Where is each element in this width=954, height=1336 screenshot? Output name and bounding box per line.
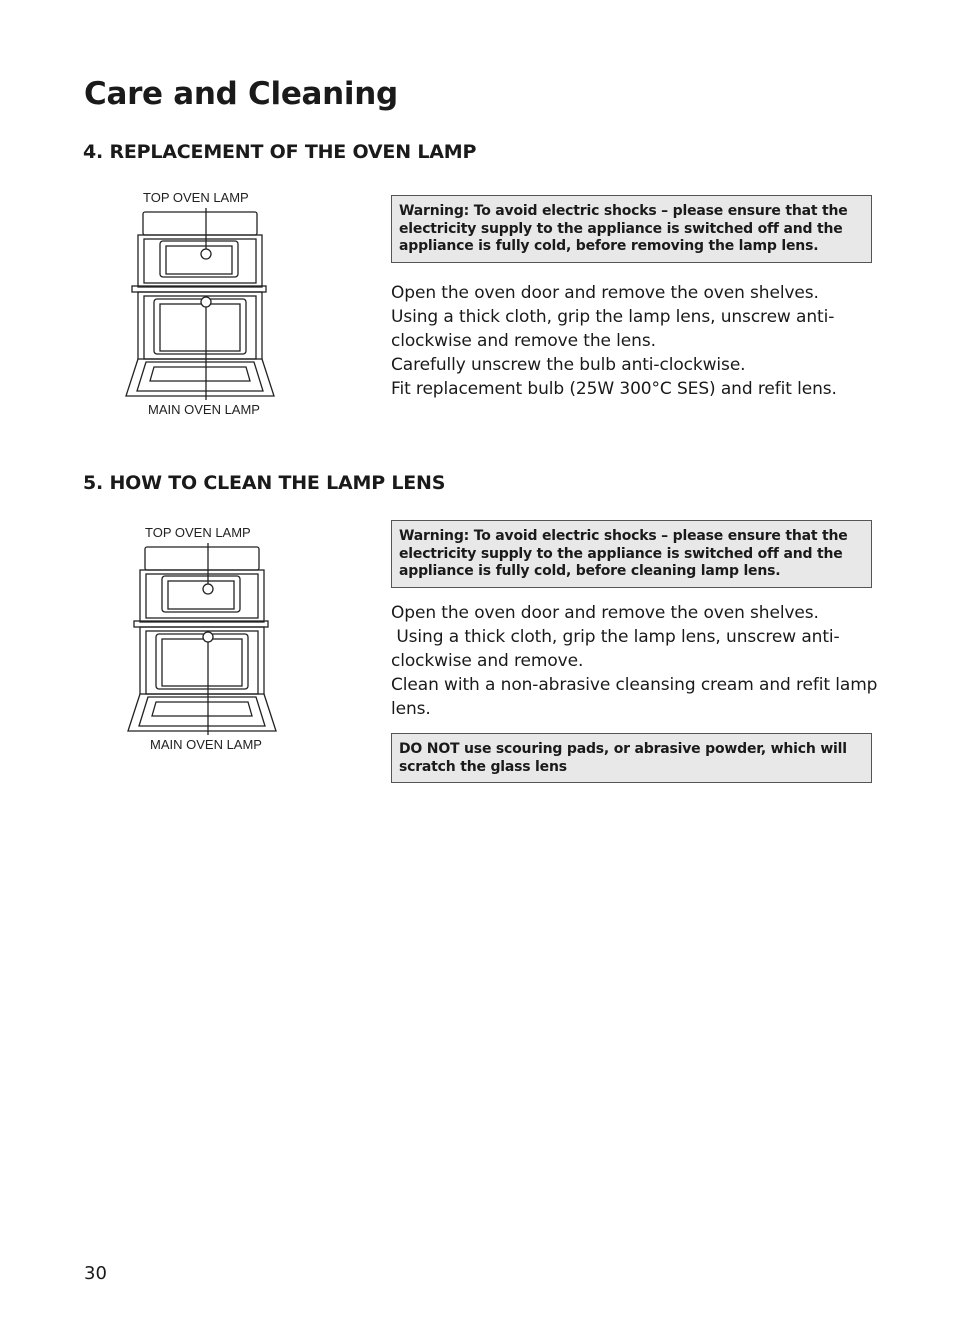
instruction-line: Open the oven door and remove the oven shelves.: [391, 283, 819, 303]
top-oven-lamp-label: TOP OVEN LAMP: [145, 525, 251, 540]
instruction-line: Open the oven door and remove the oven shelves.: [391, 603, 819, 623]
section-heading-clean-lens: 5. HOW TO CLEAN THE LAMP LENS: [83, 472, 446, 494]
caution-box-abrasives: DO NOT use scouring pads, or abrasive powder, which will scratch the glass lens: [391, 733, 872, 783]
instruction-line: Clean with a non-abrasive cleansing cream and refit lamp lens.: [391, 675, 883, 719]
page-number: 30: [84, 1263, 107, 1284]
instruction-line: Fit replacement bulb (25W 300°C SES) and refit lens.: [391, 379, 837, 399]
instruction-line: Carefully unscrew the bulb anti-clockwise.: [391, 355, 746, 375]
oven-lamp-diagram: [120, 186, 290, 421]
main-oven-lamp-label: MAIN OVEN LAMP: [150, 737, 262, 752]
main-oven-lamp-label: MAIN OVEN LAMP: [148, 402, 260, 417]
instructions-clean-lens: [391, 601, 881, 721]
page-title: Care and Cleaning: [84, 76, 398, 112]
section-heading-replacement: 4. REPLACEMENT OF THE OVEN LAMP: [83, 141, 477, 163]
warning-box-clean-lens: Warning: To avoid electric shocks – please ensure that the electricity supply to the appliance is switched off and the appliance is fully cold, before cleaning lamp lens.: [391, 520, 872, 588]
instruction-line: Using a thick cloth, grip the lamp lens, unscrew anti-clockwise and remove the lens.: [391, 307, 835, 351]
top-oven-lamp-label: TOP OVEN LAMP: [143, 190, 249, 205]
instruction-line: Using a thick cloth, grip the lamp lens, unscrew anti-clockwise and remove.: [391, 627, 840, 671]
warning-box-replacement: Warning: To avoid electric shocks – please ensure that the electricity supply to the appliance is switched off and the appliance is fully cold, before removing the lamp lens.: [391, 195, 872, 263]
instructions-replacement: [391, 281, 881, 401]
oven-lamp-diagram: [122, 521, 292, 756]
